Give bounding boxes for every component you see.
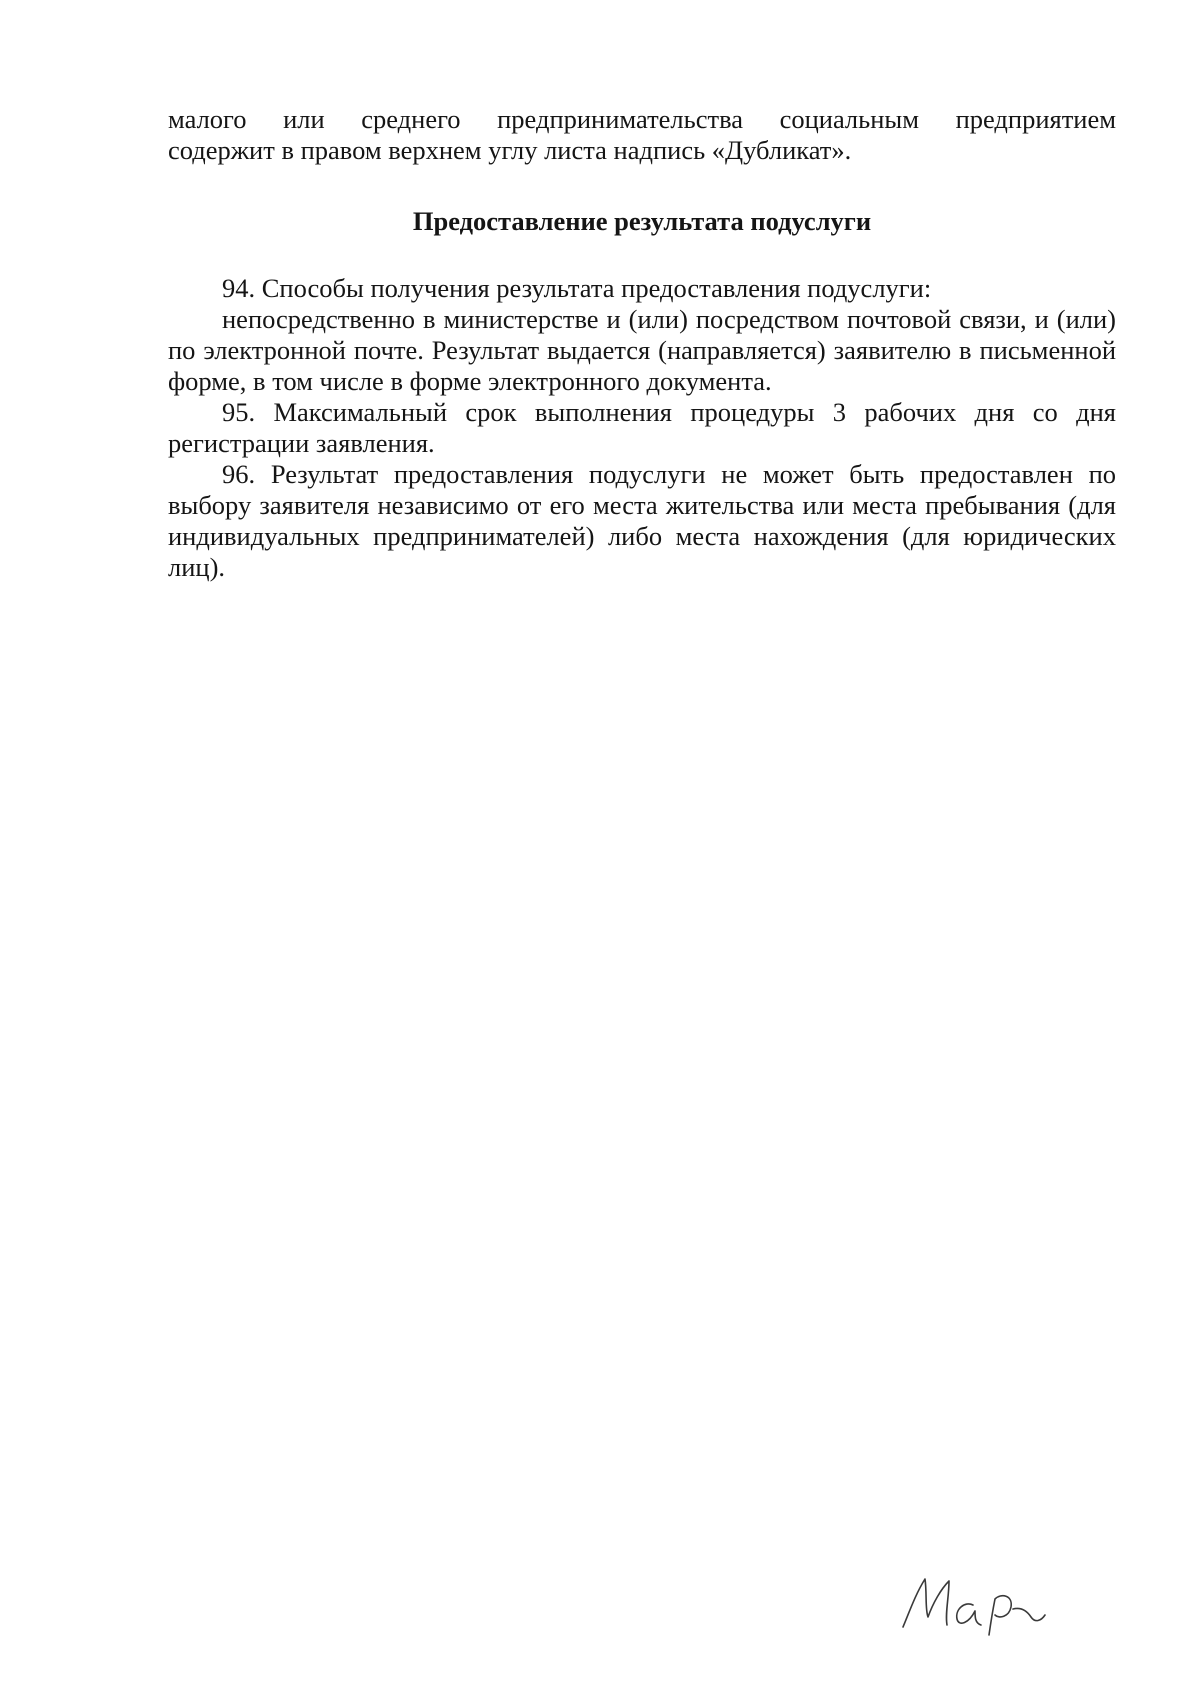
continuation-line-1: малого или среднего предпринимательства социальным предприятием: [168, 104, 1116, 134]
section-body: [168, 273, 1116, 583]
paragraph-94-title: 94. Способы получения результата предоставления подуслуги:: [222, 273, 932, 303]
continuation-line-2: содержит в правом верхнем углу листа надпись «Дубликат».: [168, 135, 852, 165]
continuation-text: [168, 104, 1116, 166]
handwritten-signature: [895, 1565, 1070, 1650]
paragraph-95: 95. Максимальный срок выполнения процедуры 3 рабочих дня со дня регистрации заявления.: [168, 397, 1116, 458]
paragraph-96: 96. Результат предоставления подуслуги не может быть предоставлен по выбору заявителя независимо от его места жительства или места пребывания (для индивидуальных предпринимателей) либо места нахождения (для юридических лиц).: [168, 459, 1116, 582]
paragraph-94-body: непосредственно в министерстве и (или) посредством почтовой связи, и (или) по электронной почте. Результат выдается (направляется) заявителю в письменной форме, в том числе в форме электронного документа.: [168, 304, 1116, 396]
section-heading: Предоставление результата подуслуги: [412, 206, 872, 236]
